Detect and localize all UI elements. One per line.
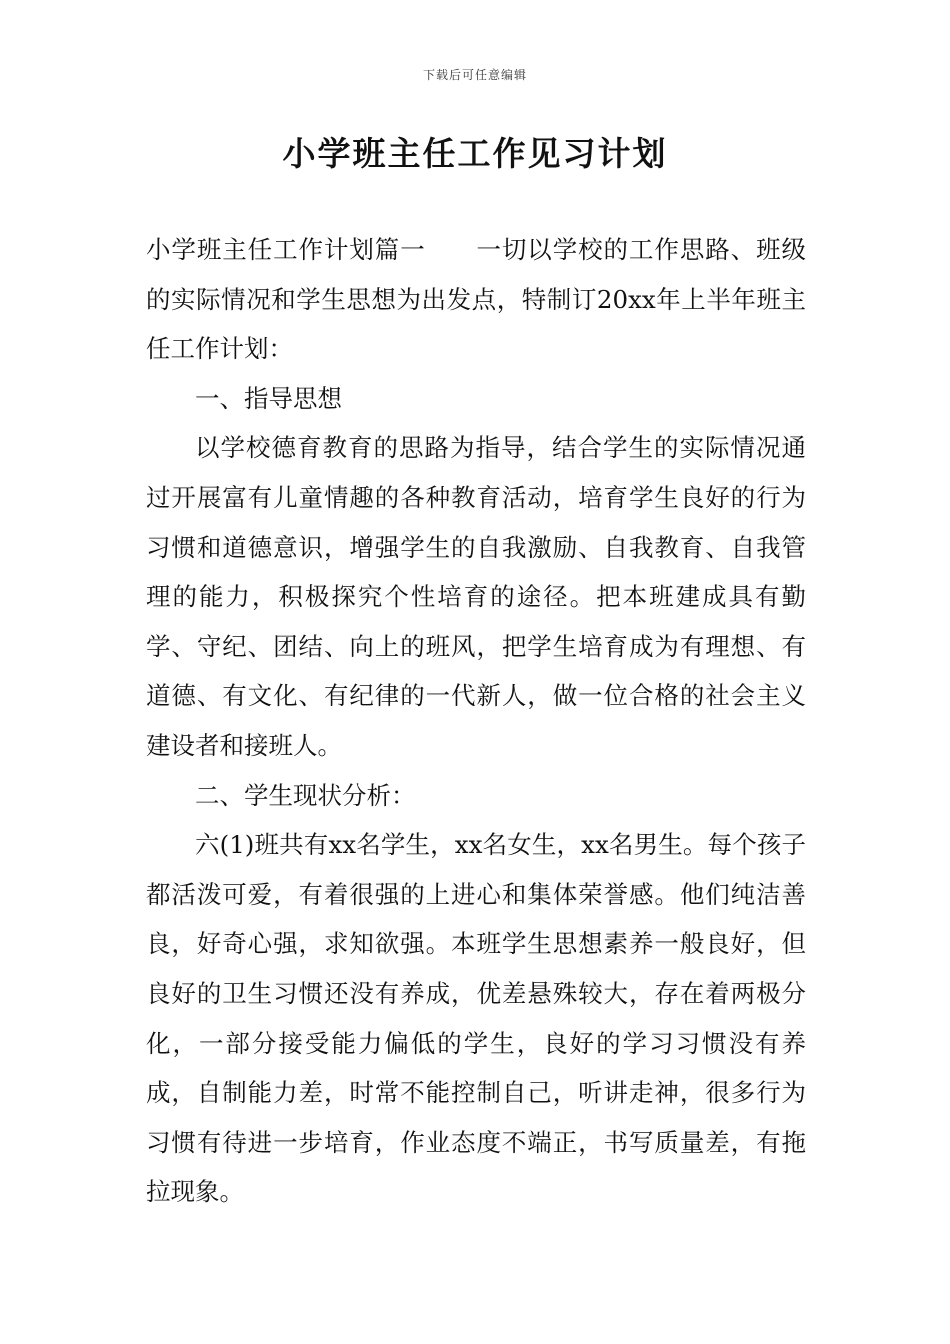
header-note: 下载后可任意编辑: [422, 68, 527, 82]
document-title: 小学班主任工作见习计划: [282, 134, 668, 173]
section-heading-student-analysis: 二、学生现状分析：: [195, 780, 416, 810]
guiding-thought-paragraph: 以学校德育教育的思路为指导，结合学生的实际情况通过开展富有儿童情趣的各种教育活动，培育学生良好的行为习惯和道德意识，增强学生的自我激励、自我教育、自我管理的能力，积极探究个性培育的途径。把本班建成具有勤学、守纪、团结、向上的班风，把学生培育成为有理想、有道德、有文化、有纪律的一代新人，做一位合格的社会主义建设者和接班人。: [146, 433, 806, 760]
section-heading-guiding-thought: 一、指导思想: [195, 383, 342, 413]
student-analysis-paragraph: 六(1)班共有xx名学生，xx名女生，xx名男生。每个孩子都活泼可爱，有着很强的上进心和集体荣誉感。他们纯洁善良，好奇心强，求知欲强。本班学生思想素养一般良好，但良好的卫生习惯还没有养成，优差悬殊较大，存在着两极分化，一部分接受能力偏低的学生，良好的学习习惯没有养成，自制能力差，时常不能控制自己，听讲走神，很多行为习惯有待进一步培育，作业态度不端正，书写质量差，有拖拉现象。: [146, 830, 806, 1207]
document-body: [146, 225, 806, 1217]
intro-paragraph: 小学班主任工作计划篇一 一切以学校的工作思路、班级的实际情况和学生思想为出发点，特制订20xx年上半年班主任工作计划：: [146, 235, 806, 364]
